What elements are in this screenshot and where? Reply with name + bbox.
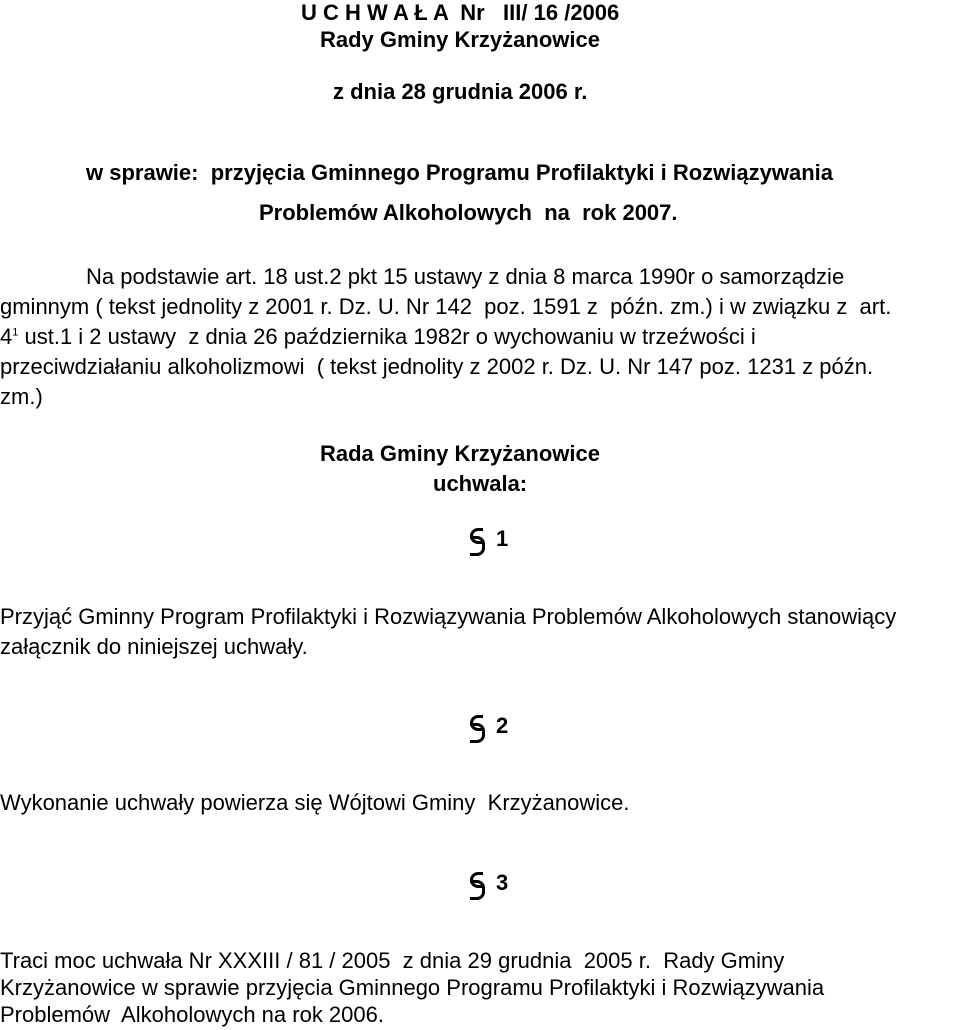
resolution-date: z dnia 28 grudnia 2006 r. (333, 79, 588, 104)
section-sign-icon (468, 713, 488, 739)
subject-line-2: Problemów Alkoholowych na rok 2007. (259, 200, 678, 225)
legal-basis-article-number: 4 (0, 324, 13, 349)
section-1-number: 1 (496, 526, 509, 551)
legal-basis-article-superscript: 1 (12, 326, 19, 339)
section-2-text-line-1: Wykonanie uchwały powierza się Wójtowi Gminy Krzyżanowice. (0, 790, 630, 815)
section-2-heading (468, 713, 508, 739)
section-1-text-line-2: załącznik do niniejszej uchwały. (0, 634, 308, 659)
section-1-heading (468, 526, 508, 552)
section-3-text-line-2: Krzyżanowice w sprawie przyjęcia Gminnego Programu Profilaktyki i Rozwiązywania (0, 975, 825, 1000)
legal-basis-line-1: Na podstawie art. 18 ust.2 pkt 15 ustawy z dnia 8 marca 1990r o samorządzie (86, 264, 845, 289)
legal-basis-line-5: zm.) (0, 384, 43, 409)
section-3-text-line-1: Traci moc uchwała Nr XXXIII / 81 / 2005 z dnia 29 grudnia 2005 r. Rady Gminy (0, 948, 785, 973)
resolving-verb: uchwala: (433, 471, 528, 496)
legal-basis-line-4: przeciwdziałaniu alkoholizmowi ( tekst jednolity z 2002 r. Dz. U. Nr 147 poz. 1231 z późn. (0, 354, 874, 379)
legal-basis-line-3 (0, 324, 756, 350)
section-sign-icon (468, 870, 488, 896)
section-1-text-line-1: Przyjąć Gminny Program Profilaktyki i Rozwiązywania Problemów Alkoholowych stanowiący (0, 604, 897, 629)
section-sign-icon (468, 526, 488, 552)
section-3-heading (468, 870, 508, 896)
legal-basis-line-3-text: ust.1 i 2 ustawy z dnia 26 października 1982r o wychowaniu w trzeźwości i (18, 324, 756, 349)
subject-line-1: w sprawie: przyjęcia Gminnego Programu Profilaktyki i Rozwiązywania (86, 160, 833, 185)
section-3-text-line-3: Problemów Alkoholowych na rok 2006. (0, 1002, 384, 1027)
section-2-number: 2 (496, 713, 509, 738)
resolving-body: Rada Gminy Krzyżanowice (320, 441, 600, 466)
resolution-title: U C H W A Ł A Nr III/ 16 /2006 (301, 0, 620, 25)
resolution-issuer: Rady Gminy Krzyżanowice (320, 27, 600, 52)
legal-basis-line-2: gminnym ( tekst jednolity z 2001 r. Dz. U. Nr 142 poz. 1591 z późn. zm.) i w związku z art. (0, 294, 892, 319)
section-3-number: 3 (496, 870, 509, 895)
